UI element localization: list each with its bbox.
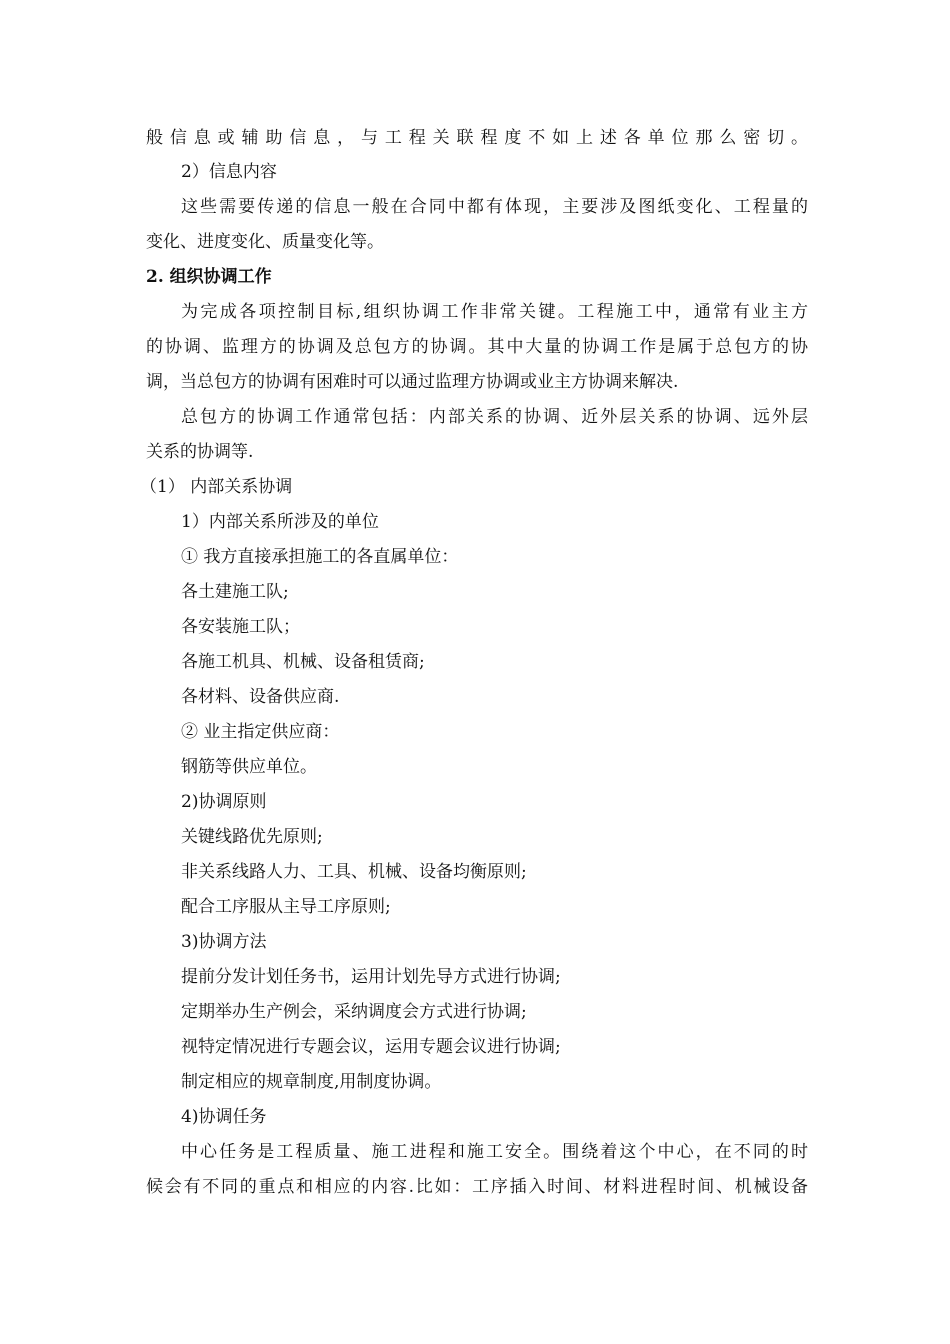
text-line: 总包方的协调工作通常包括：内部关系的协调、近外层关系的协调、远外层 xyxy=(181,407,808,427)
text-line: 关系的协调等. xyxy=(146,442,254,462)
list-item: 各安装施工队； xyxy=(181,617,300,637)
text-line: 候会有不同的重点和相应的内容.比如：工序插入时间、材料进程时间、机械设备 xyxy=(146,1177,808,1197)
list-item: 各土建施工队; xyxy=(181,582,289,602)
text-line: 般信息或辅助信息，与工程关联程度不如上述各单位那么密切。 xyxy=(146,128,808,148)
list-item: 非关系线路人力、工具、机械、设备均衡原则; xyxy=(181,862,527,882)
subheading: 4)协调任务 xyxy=(181,1107,267,1127)
list-heading: ② 业主指定供应商： xyxy=(181,722,340,742)
list-item: 关键线路优先原则; xyxy=(181,827,323,847)
text-line: 这些需要传递的信息一般在合同中都有体现，主要涉及图纸变化、工程量的 xyxy=(181,197,808,217)
subsection-heading: （1） 内部关系协调 xyxy=(140,477,293,497)
text-line: 中心任务是工程质量、施工进程和施工安全。围绕着这个中心，在不同的时 xyxy=(181,1142,808,1162)
list-item: 定期举办生产例会，采纳调度会方式进行协调; xyxy=(181,1002,527,1022)
subheading: 3)协调方法 xyxy=(181,932,267,952)
list-item: 各施工机具、机械、设备租赁商; xyxy=(181,652,425,672)
subheading: 1）内部关系所涉及的单位 xyxy=(181,512,379,532)
list-item: 提前分发计划任务书，运用计划先导方式进行协调; xyxy=(181,967,561,987)
text-line: 变化、进度变化、质量变化等。 xyxy=(146,232,384,252)
section-heading: 2. 组织协调工作 xyxy=(146,267,272,287)
text-line: 的协调、监理方的协调及总包方的协调。其中大量的协调工作是属于总包方的协 xyxy=(146,337,808,357)
list-item: 各材料、设备供应商. xyxy=(181,687,340,707)
list-item: 配合工序服从主导工序原则; xyxy=(181,897,391,917)
list-item: 制定相应的规章制度,用制度协调。 xyxy=(181,1072,442,1092)
text-line: 为完成各项控制目标,组织协调工作非常关键。工程施工中，通常有业主方 xyxy=(181,302,808,322)
subheading: 2)协调原则 xyxy=(181,792,267,812)
list-item: 钢筋等供应单位。 xyxy=(181,757,317,777)
list-item: 视特定情况进行专题会议，运用专题会议进行协调; xyxy=(181,1037,561,1057)
list-heading: ① 我方直接承担施工的各直属单位： xyxy=(181,547,459,567)
subheading: 2）信息内容 xyxy=(181,162,277,182)
text-line: 调，当总包方的协调有困难时可以通过监理方协调或业主方协调来解决. xyxy=(146,372,679,392)
